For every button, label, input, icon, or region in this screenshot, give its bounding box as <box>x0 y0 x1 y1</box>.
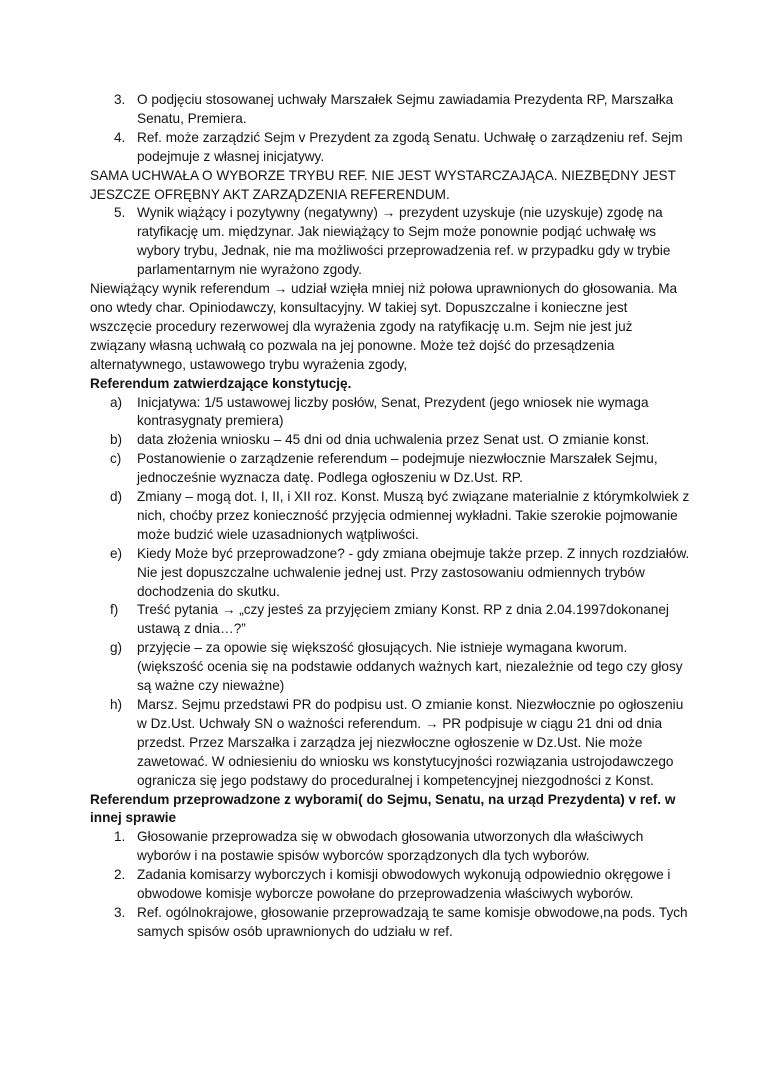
list-item <box>90 394 690 432</box>
list-item-text: Postanowienie o zarządzenie referendum – podejmuje niezwłocznie Marszałek Sejmu, jednocześnie wyznacza datę. Podlega ogłoszeniu w Dz.Ust. RP. <box>137 451 658 486</box>
list-marker: 2. <box>114 867 126 883</box>
list-item <box>90 91 690 129</box>
list-marker: d) <box>110 489 123 505</box>
list-item-text: Głosowanie przeprowadza się w obwodach głosowania utworzonych dla właściwych wyborów i na postawie spisów wyborców sporządzonych dla tych wyborów. <box>137 829 644 864</box>
list-item-text: Marsz. Sejmu przedstawi PR do podpisu ust. O zmianie konst. Niezwłocznie po ogłoszeniu w Dz.Ust. Uchwały SN o ważności referendum. → PR podpisuje w ciągu 21 dni od dnia przedst. Przez Marszałka i zarządza jej niezwłoczne ogłoszenie w Dz.Ust. Nie może zawetować. W odniesieniu do wniosku ws konstytucyjności rozwiązania ustrojodawczego ogranicza się jego podstawy do proceduralnej i kompetencyjnej niezgodności z Konst. <box>137 697 684 788</box>
list-item-text: Ref. ogólnokrajowe, głosowanie przeprowadzają te same komisje obwodowe,na pods. Tych samych spisów osób uprawnionych do udziału w ref. <box>137 904 688 939</box>
list-item-text: Kiedy Może być przeprowadzone? - gdy zmiana obejmuje także przep. Z innych rozdziałów. Nie jest dopuszczalne uchwalenie jednej ust. Przy zastosowaniu odmiennych trybów dochodzenia do skutku. <box>137 545 690 599</box>
list-item <box>90 431 690 450</box>
list-item-text: przyjęcie – za opowie się większość głosujących. Nie istnieje wymagana kworum. (większość ocenia się na podstawie oddanych ważnych kart, niezależnie od tego czy głosy są ważne czy nieważne) <box>137 640 683 694</box>
list-item-text: Zadania komisarzy wyborczych i komisji obwodowych wykonują odpowiednio okręgowe i obwodowe komisje wyborcze powołane do przeprowadzenia właściwych wyborów. <box>137 867 671 902</box>
caps-paragraph: SAMA UCHWAŁA O WYBORZE TRYBU REF. NIE JEST WYSTARCZAJĄCA. NIEZBĘDNY JEST JESZCZE OFRĘBNY AKT ZARZĄDZENIA REFERENDUM. <box>90 167 676 202</box>
list-marker: a) <box>110 394 123 410</box>
list-marker: h) <box>110 697 123 712</box>
list-item <box>90 696 690 791</box>
list-marker: e) <box>110 545 123 561</box>
list-marker: b) <box>110 432 123 448</box>
section-heading-elections: Referendum przeprowadzone z wyborami( do Sejmu, Senatu, na urząd Prezydenta) v ref. w innej sprawie <box>90 791 676 826</box>
list-item-text: Inicjatywa: 1/5 ustawowej liczby posłów, Senat, Prezydent (jego wniosek nie wymaga kontrasygnaty premiera) <box>137 394 649 429</box>
document-body <box>90 91 690 942</box>
list-item <box>90 450 690 488</box>
list-item <box>90 904 690 942</box>
nonbinding-paragraph: Niewiążący wynik referendum → udział wzięła mniej niż połowa uprawnionych do głosowania. Ma ono wtedy char. Opiniodawczy, konsultacyjny. W takiej syt. Dopuszczalne i konieczne jest wszczęcie procedury rezerwowej dla wyrażenia zgody na ratyfikację u.m. Sejm nie jest już związany własną uchwałą co pozwala na jej ponowne. Może też dojść do przesądzenia alternatywnego, ustawowego trybu wyrażenia zgody, <box>90 281 678 372</box>
list-marker: 3. <box>114 92 126 107</box>
list-item <box>90 828 690 866</box>
list-item-text: Zmiany – mogą dot. I, II, i XII roz. Konst. Muszą być związane materialnie z którymkolwiek z nich, choćby przez konieczność przyjęcia odmiennej wykładni. Takie szerokie pojmowanie może budzić wiele uzasadnionych wątpliwości. <box>137 489 690 542</box>
list-item-text: Treść pytania → „czy jesteś za przyjęciem zmiany Konst. RP z dnia 2.04.1997dokonanej ustawą z dnia…?” <box>137 602 669 637</box>
list-item <box>90 545 690 602</box>
list-item <box>90 129 690 167</box>
list-item <box>90 204 690 280</box>
list-marker: 5. <box>114 205 126 221</box>
section-heading-constitutional: Referendum zatwierdzające konstytucję. <box>90 375 352 391</box>
list-item-text: Ref. może zarządzić Sejm v Prezydent za zgodą Senatu. Uchwałę o zarządzeniu ref. Sejm podejmuje z własnej inicjatywy. <box>137 129 683 164</box>
list-item <box>90 488 690 545</box>
list-item-text: Wynik wiążący i pozytywny (negatywny) → prezydent uzyskuje (nie uzyskuje) zgodę na ratyfikację um. międzynar. Jak niewiążący to Sejm może ponownie podjąć uchwałę ws wybory trybu, Jednak, nie ma możliwości przeprowadzenia ref. w przypadku gdy w trybie parlamentarnym nie wyrażono zgody. <box>137 205 671 278</box>
list-marker: c) <box>110 451 122 467</box>
list-item <box>90 866 690 904</box>
list-item-text: data złożenia wniosku – 45 dni od dnia uchwalenia przez Senat ust. O zmianie konst. <box>137 432 650 448</box>
list-marker: 1. <box>114 829 126 845</box>
list-marker: g) <box>110 640 123 656</box>
list-item <box>90 601 690 639</box>
list-marker: f) <box>110 602 119 618</box>
list-item-text: O podjęciu stosowanej uchwały Marszałek Sejmu zawiadamia Prezydenta RP, Marszałka Senatu, Premiera. <box>137 92 674 126</box>
list-marker: 4. <box>114 129 126 145</box>
list-item <box>90 639 690 696</box>
list-marker: 3. <box>114 904 126 920</box>
